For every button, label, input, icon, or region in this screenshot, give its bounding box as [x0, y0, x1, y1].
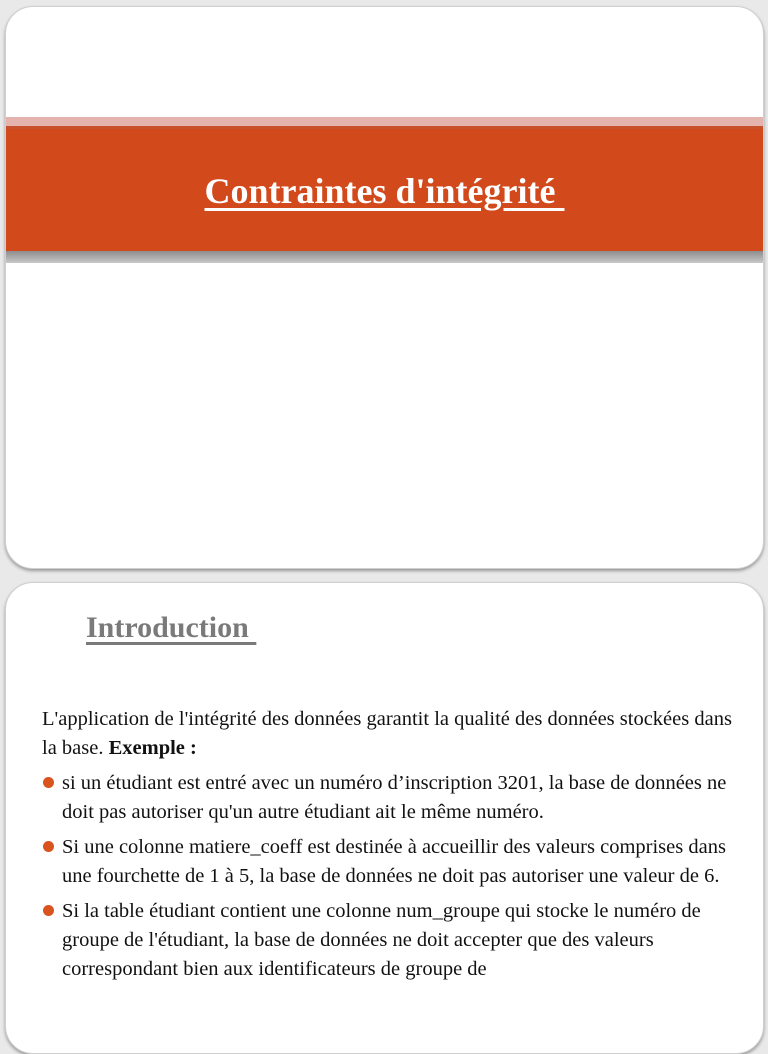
intro-bold-label: Exemple :	[108, 737, 197, 759]
slide-title: Contraintes d'intégrité	[204, 171, 565, 211]
bullet-item	[42, 769, 742, 827]
title-slide	[5, 6, 764, 569]
intro-paragraph	[42, 705, 742, 763]
bullet-text: Si la table étudiant contient une colonne num_groupe qui stocke le numéro de groupe de l'étudiant, la base de données ne doit accepter que des valeurs correspondant bien aux identificateurs de groupe de	[62, 900, 701, 980]
bullet-text: si un étudiant est entré avec un numéro d’inscription 3201, la base de données ne doit pas autoriser qu'un autre étudiant ait le même numéro.	[62, 772, 727, 823]
bullet-item	[42, 833, 742, 891]
slide-heading: Introduction	[86, 611, 257, 644]
title-band	[6, 129, 763, 251]
bullet-dot-icon	[43, 905, 54, 916]
slide-body	[42, 705, 742, 990]
bullet-item	[42, 897, 742, 984]
bullet-text: Si une colonne matiere_coeff est destinée à accueillir des valeurs comprises dans une fourchette de 1 à 5, la base de données ne doit pas autoriser une valeur de 6.	[62, 836, 726, 887]
bullet-dot-icon	[43, 841, 54, 852]
decorative-band-pink	[6, 117, 763, 126]
decorative-band-shadow	[6, 251, 763, 263]
bullet-dot-icon	[43, 777, 54, 788]
intro-text: L'application de l'intégrité des données garantit la qualité des données stockées dans la base.	[42, 708, 732, 759]
content-slide	[5, 582, 764, 1054]
